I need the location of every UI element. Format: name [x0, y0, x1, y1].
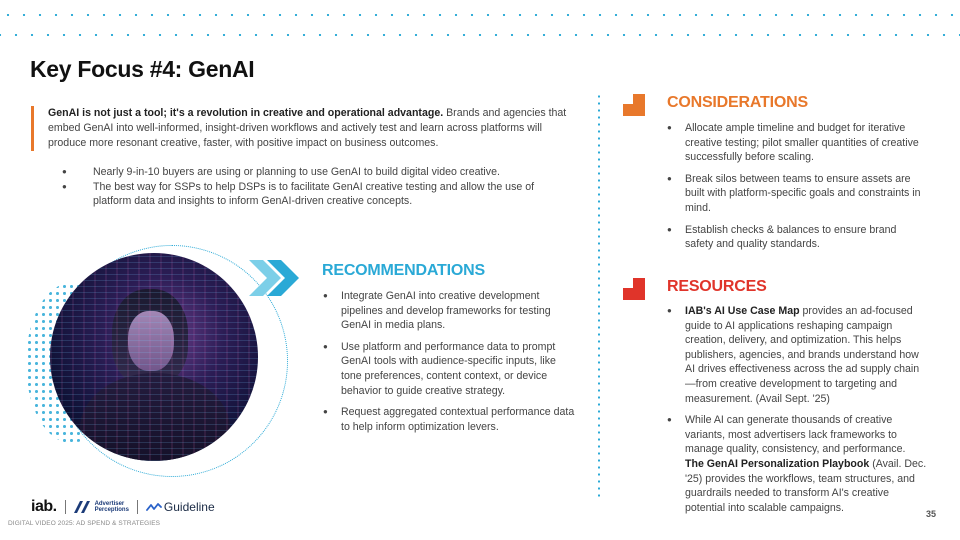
recommendations-heading: RECOMMENDATIONS — [322, 262, 485, 279]
logo-separator — [137, 500, 138, 514]
guideline-logo: Guideline — [146, 500, 215, 514]
footer-text: DIGITAL VIDEO 2025: AD SPEND & STRATEGIES — [8, 520, 161, 527]
vertical-dotted-divider — [598, 93, 600, 500]
considerations-block-icon — [623, 94, 659, 116]
page-title: Key Focus #4: GenAI — [30, 56, 255, 82]
consideration-item: ● Break silos between teams to ensure assets are built with platform-specific goals and constraints in mind. — [667, 172, 927, 216]
recommendations-list — [323, 289, 575, 441]
top-dot-pattern — [0, 14, 960, 16]
resources-list — [667, 304, 927, 522]
resource-item-ai-use-case-map: ● IAB's AI Use Case Map provides an ad-focused guide to AI applications reshaping campaign creation, delivery, and optimization. This helps publishers, agencies, and brands understand how AI drives effectiveness across the ad supply chain—from creative development to targeting and measurement. (Avail Sept. '25) — [667, 304, 927, 406]
resource-item-genai-playbook: ● While AI can generate thousands of creative variants, most advertisers lack frameworks to manage quality, consistency, and performance. The GenAI Personalization Playbook (Avail. Dec. '25) provides the workflows, team structures, and guardrails needed to transform AI's creative potential into scalable campaigns. — [667, 413, 927, 515]
logo-separator — [65, 500, 66, 514]
resource-genai-playbook-title: The GenAI Personalization Playbook — [685, 457, 870, 470]
advertiser-perceptions-logo: Advertiser Perceptions — [74, 501, 129, 514]
intro-paragraph — [31, 106, 571, 151]
consideration-item: ● Establish checks & balances to ensure brand safety and quality standards. — [667, 223, 927, 252]
advertiser-perceptions-mark-icon — [74, 501, 92, 513]
top-dot-pattern-2 — [0, 34, 960, 36]
considerations-heading: CONSIDERATIONS — [667, 94, 808, 111]
recommendation-item: ● Integrate GenAI into creative development pipelines and develop frameworks for testing GenAI in media plans. — [323, 289, 575, 333]
iab-logo: iab. — [31, 498, 57, 515]
page-number: 35 — [926, 509, 937, 519]
guideline-wave-icon — [146, 502, 162, 512]
resource-ai-use-case-map-title: IAB's AI Use Case Map — [685, 305, 800, 317]
intro-bullet: ● The best way for SSPs to help DSPs is to facilitate GenAI creative testing and allow the use of platform data and insights to inform GenAI-driven creative concepts. — [62, 180, 562, 209]
intro-lead: GenAI is not just a tool; it's a revolution in creative and operational advantage. — [48, 107, 444, 119]
recommendation-item: ● Use platform and performance data to prompt GenAI tools with audience-specific inputs, like tone preferences, content context, or device behavior to guide creative strategy. — [323, 340, 575, 398]
resources-heading: RESOURCES — [667, 278, 767, 295]
genai-illustration — [40, 253, 250, 463]
resources-block-icon — [623, 278, 659, 300]
intro-bullet-list — [62, 165, 562, 209]
chevron-arrows-icon — [249, 258, 313, 298]
consideration-item: ● Allocate ample timeline and budget for iterative creative testing; pilot smaller quantities of creative successfully before scaling. — [667, 121, 927, 165]
woman-with-code-projection-image — [50, 253, 258, 461]
intro-rest: Brands and agencies that embed GenAI into well-informed, insight-driven workflows and actively test and learn across platforms will produce more resonant creative, faster, with positive impact on business outcomes. — [48, 107, 567, 149]
recommendation-item: ● Request aggregated contextual performance data to help inform optimization levers. — [323, 405, 575, 434]
partner-logos — [31, 498, 215, 516]
intro-bullet: ● Nearly 9-in-10 buyers are using or planning to use GenAI to build digital video creative. — [62, 165, 562, 180]
considerations-list — [667, 121, 927, 259]
